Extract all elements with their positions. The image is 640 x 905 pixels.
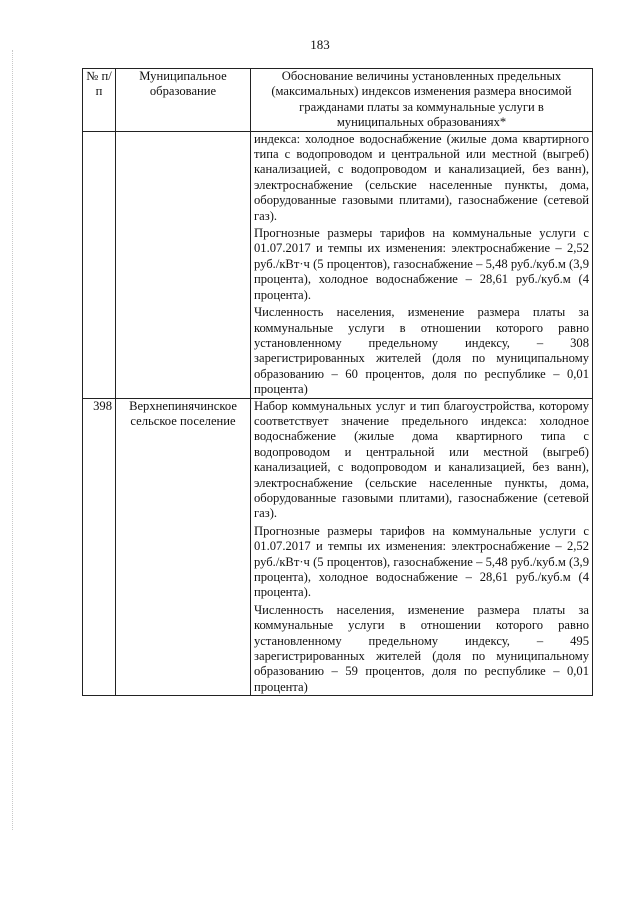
- justification-paragraph: Прогнозные размеры тарифов на коммунальные услуги с 01.07.2017 и темпы их изменения: электроснабжение – 2,52 руб./кВт·ч (5 процентов), газоснабжение – 5,48 руб./куб.м (3,9 процента), холодное водоснабжение – 28,61 руб./куб.м (4 процента).: [254, 523, 589, 600]
- row-municipality: [116, 131, 251, 398]
- scan-margin-marks: [12, 50, 14, 830]
- header-municipality: Муниципальное образование: [116, 69, 251, 132]
- row-justification: [251, 398, 593, 696]
- justification-paragraph: Прогнозные размеры тарифов на коммунальные услуги с 01.07.2017 и темпы их изменения: электроснабжение – 2,52 руб./кВт·ч (5 процентов), газоснабжение – 5,48 руб./куб.м (3,9 процента), холодное водоснабжение – 28,61 руб./куб.м (4 процента).: [254, 226, 589, 302]
- row-number: 398: [83, 398, 116, 696]
- tariff-table: [82, 68, 593, 696]
- row-justification: [251, 131, 593, 398]
- table-header-row: [83, 69, 593, 132]
- justification-paragraph: Численность населения, изменение размера платы за коммунальные услуги в отношении которого равно установленному предельному индексу, – 308 зарегистрированных жителей (доля по муниципальному образованию – 60 процентов, доля по республике – 0,01 процента): [254, 305, 589, 397]
- header-number: № п/п: [83, 69, 116, 132]
- justification-paragraph: Численность населения, изменение размера платы за коммунальные услуги в отношении которого равно установленному предельному индексу, – 495 зарегистрированных жителей (доля по муниципальному образованию – 59 процентов, доля по республике – 0,01 процента): [254, 602, 589, 694]
- row-number: [83, 131, 116, 398]
- justification-paragraph: Набор коммунальных услуг и тип благоустройства, которому соответствует значение предельного индекса: холодное водоснабжение (жилые дома квартирного типа с водопроводом и центральной или местной (выгреб) канализацией, с водопроводом и канализацией, без ванн), электроснабжение (сельские населенные пункты, дома, оборудованные газовыми плитами), газоснабжение (сетевой газ).: [254, 398, 589, 521]
- header-justification: Обоснование величины установленных предельных (максимальных) индексов изменения размера вносимой гражданами платы за коммунальные услуги в муниципальных образованиях*: [251, 69, 593, 132]
- table-row: [83, 131, 593, 398]
- row-municipality: Верхнепинячинское сельское поселение: [116, 398, 251, 696]
- justification-paragraph: индекса: холодное водоснабжение (жилые дома квартирного типа с водопроводом и центральной или местной (выгреб) канализацией, с водопроводом и канализацией, без ванн), электроснабжение (сельские населенные пункты, дома, оборудованные газовыми плитами), газоснабжение (сетевой газ).: [254, 131, 589, 223]
- page-number: 183: [310, 37, 330, 52]
- table-row: [83, 398, 593, 696]
